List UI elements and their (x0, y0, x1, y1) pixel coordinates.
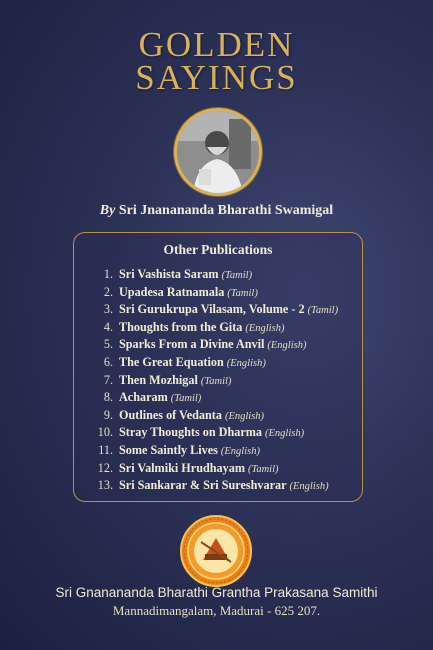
item-language: (Tamil) (170, 393, 202, 405)
list-item (91, 336, 338, 354)
publications-heading: Other Publications (163, 242, 273, 257)
item-title: Sri Valmiki Hrudhayam (119, 460, 245, 475)
item-language: (Tamil) (221, 270, 253, 281)
item-number: 3. (103, 302, 113, 317)
item-number: 7. (103, 372, 113, 387)
list-item (91, 319, 338, 337)
list-item (91, 424, 338, 442)
item-number: 1. (103, 267, 113, 281)
item-title: Acharam (119, 390, 168, 405)
item-number: 6. (103, 354, 113, 369)
author-prefix: By (99, 203, 116, 218)
list-item (91, 354, 338, 372)
item-number: 10. (97, 425, 113, 440)
author-name: Sri Jnanananda Bharathi Swamigal (118, 203, 334, 218)
item-language: (English) (224, 410, 265, 422)
item-title: Stray Thoughts on Dharma (119, 425, 263, 440)
book-title-line1: GOLDEN (138, 25, 295, 64)
list-item (91, 407, 338, 425)
item-language: (English) (267, 340, 307, 352)
item-number: 9. (103, 407, 113, 422)
publications-list (91, 266, 338, 495)
item-language: (English) (289, 481, 329, 493)
list-item (91, 284, 338, 302)
item-language: (Tamil) (227, 287, 258, 299)
item-language: (English) (226, 357, 266, 369)
item-title: Some Saintly Lives (119, 442, 218, 457)
list-item (91, 301, 338, 319)
item-language: (English) (265, 428, 305, 440)
other-publications-box (73, 232, 363, 502)
item-number: 11. (98, 442, 113, 457)
list-item (91, 460, 338, 478)
publisher-address: Mannadimangalam, Madurai - 625 207. (112, 603, 321, 618)
item-number: 8. (103, 390, 113, 405)
publisher-name: Sri Gnanananda Bharathi Grantha Prakasana Samithi (55, 585, 378, 600)
item-number: 4. (103, 319, 113, 334)
item-title: Outlines of Vedanta (119, 407, 222, 422)
item-number: 13. (97, 478, 113, 493)
item-title: Sri Sankarar & Sri Sureshvarar (119, 478, 287, 493)
list-item (91, 372, 338, 390)
item-title: Thoughts from the Gita (119, 319, 243, 334)
item-number: 2. (103, 284, 113, 299)
item-language: (Tamil) (247, 463, 279, 475)
list-item (91, 477, 338, 495)
item-language: (Tamil) (307, 305, 339, 317)
list-item (91, 266, 338, 284)
book-title-line2: SAYINGS (135, 58, 298, 97)
item-title: Sri Gurukrupa Vilasam, Volume - 2 (119, 302, 305, 317)
author-line (0, 203, 433, 219)
item-language: (English) (220, 445, 260, 457)
list-item (91, 442, 338, 460)
item-title: Sparks From a Divine Anvil (119, 337, 265, 352)
item-title: The Great Equation (119, 354, 224, 369)
item-title: Then Mozhigal (119, 372, 198, 387)
item-title: Upadesa Ratnamala (119, 284, 225, 299)
item-language: (English) (245, 322, 285, 334)
item-number: 5. (103, 337, 113, 352)
list-item (91, 389, 338, 407)
item-number: 12. (97, 460, 113, 475)
publisher-seal-icon (179, 514, 253, 588)
item-language: (Tamil) (200, 375, 232, 387)
item-title: Sri Vashista Saram (119, 267, 219, 281)
author-portrait (174, 108, 262, 196)
